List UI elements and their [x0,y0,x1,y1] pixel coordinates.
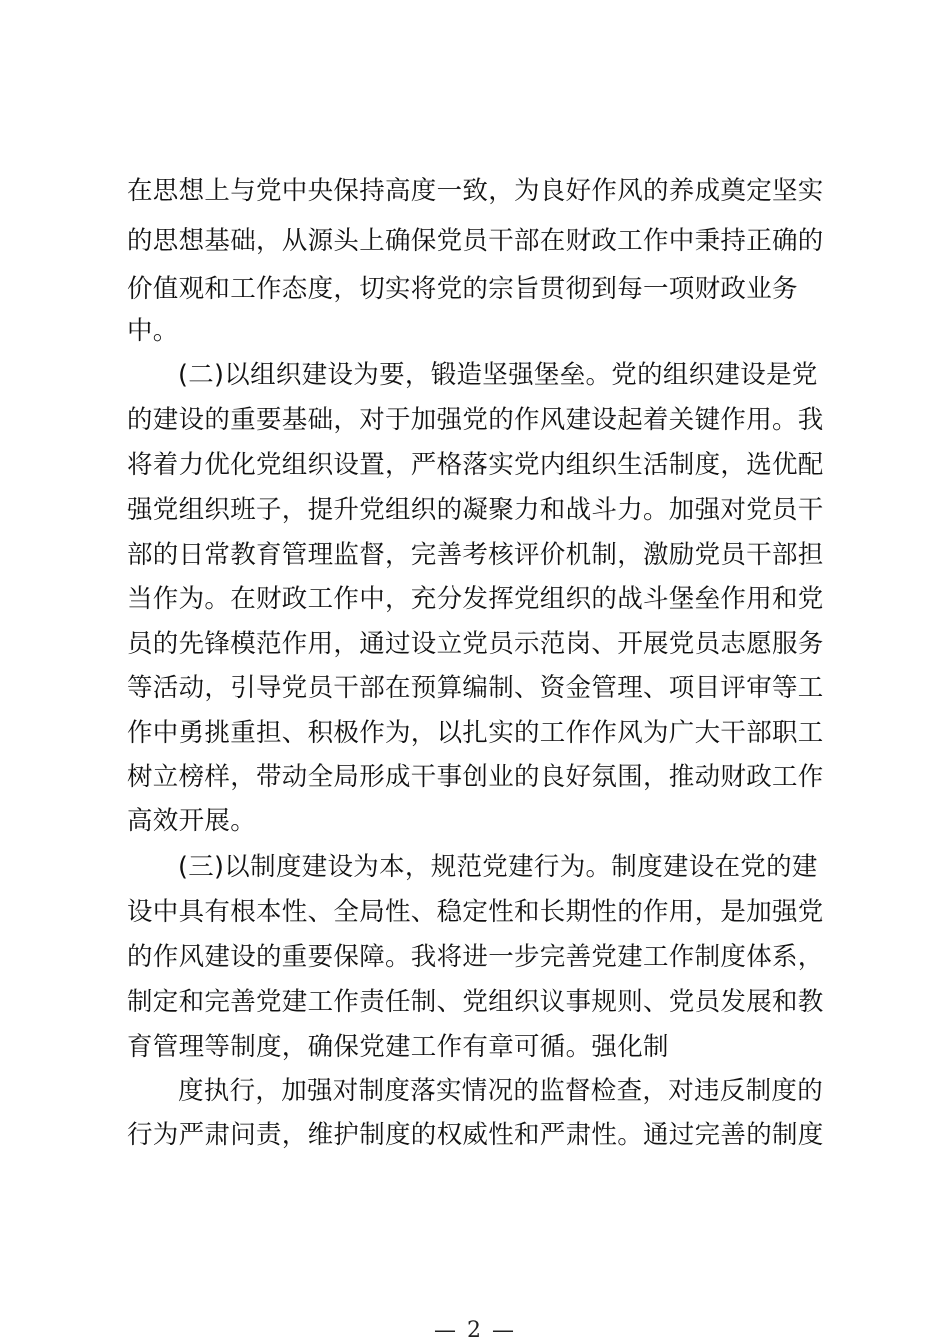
text-line: 高效开展。 [127,806,257,836]
text-line: 将着力优化党组织设置，严格落实党内组织生活制度，选优配 [127,450,824,480]
text-line: 的作风建设的重要保障。我将进一步完善党建工作制度体系， [127,942,824,972]
text-line: 当作为。在财政工作中，充分发挥党组织的战斗堡垒作用和党 [127,584,824,614]
text-line: 部的日常教育管理监督，完善考核评价机制，激励党员干部担 [127,540,824,570]
text-line: 在思想上与党中央保持高度一致，为良好作风的养成奠定坚实 [127,176,824,206]
text-line: 作中勇挑重担、积极作为，以扎实的工作作风为广大干部职工 [127,718,824,748]
text-line: 树立榜样，带动全局形成干事创业的良好氛围，推动财政工作 [127,762,824,792]
text-line: 的建设的重要基础，对于加强党的作风建设起着关键作用。我 [127,405,824,435]
page-number: — 2 — [434,1318,516,1343]
text-line: 度执行，加强对制度落实情况的监督检查，对违反制度的 [178,1076,824,1106]
section-heading-two: (二)以组织建设为要，锻造坚强堡垒。党的组织建设是党 [178,360,818,390]
text-line: 制定和完善党建工作责任制、党组织议事规则、党员发展和教 [127,987,824,1017]
text-line: 等活动，引导党员干部在预算编制、资金管理、项目评审等工 [127,673,824,703]
text-line: 育管理等制度，确保党建工作有章可循。强化制 [127,1032,669,1062]
text-line: 中。 [127,316,179,346]
text-line: 行为严肃问责，维护制度的权威性和严肃性。通过完善的制度 [127,1120,824,1150]
text-line: 强党组织班子，提升党组织的凝聚力和战斗力。加强对党员干 [127,495,824,525]
text-line: 价值观和工作态度，切实将党的宗旨贯彻到每一项财政业务 [127,274,798,304]
text-line: 的思想基础，从源头上确保党员干部在财政工作中秉持正确的 [127,226,824,256]
text-line: 员的先锋模范作用，通过设立党员示范岗、开展党员志愿服务 [127,629,824,659]
section-heading-three: (三)以制度建设为本，规范党建行为。制度建设在党的建 [178,852,818,882]
text-line: 设中具有根本性、全局性、稳定性和长期性的作用，是加强党 [127,897,824,927]
